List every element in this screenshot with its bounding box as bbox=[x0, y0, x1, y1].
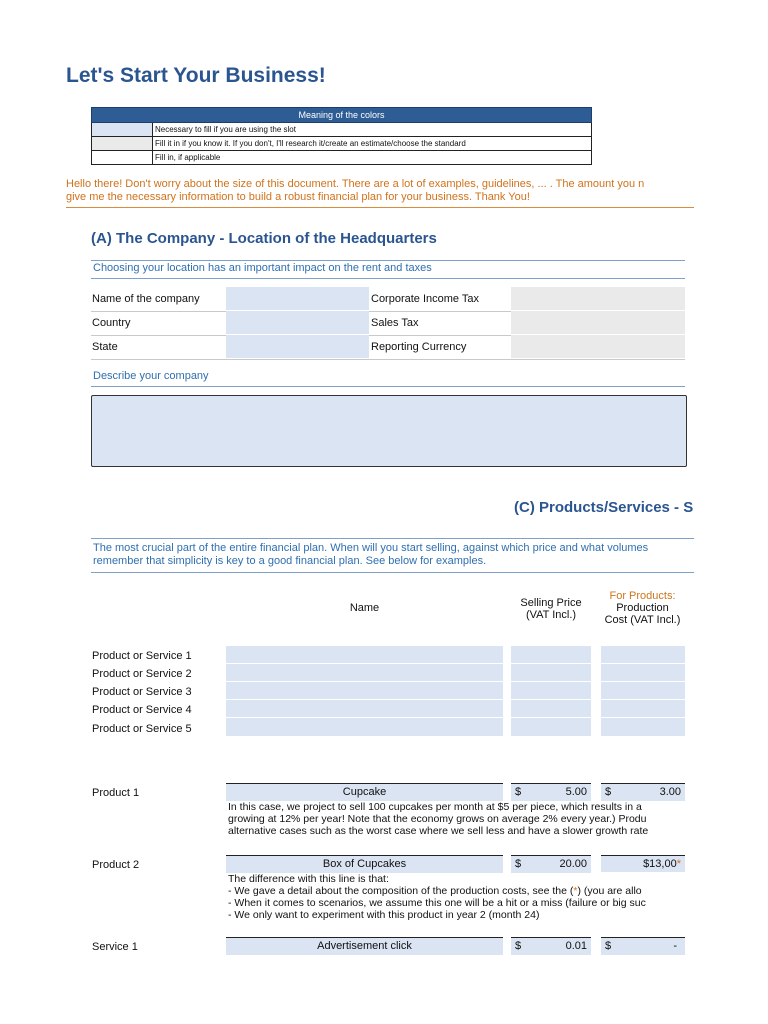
legend-text: Fill in, if applicable bbox=[155, 153, 221, 162]
color-legend bbox=[91, 107, 592, 165]
description-line: alternative cases such as the worst case where we sell less and have a slower growth rate bbox=[228, 825, 649, 837]
country-input[interactable] bbox=[226, 311, 369, 335]
product-name-input[interactable] bbox=[226, 718, 503, 737]
sales-tax-input[interactable] bbox=[511, 311, 685, 334]
description-line: - We only want to experiment with this product in year 2 (month 24) bbox=[228, 909, 540, 921]
section-c-note: The most crucial part of the entire financial plan. When will you start selling, against which price and what volumes bbox=[93, 542, 649, 554]
sales-tax-label: Sales Tax bbox=[371, 317, 419, 329]
page-title: Let's Start Your Business! bbox=[66, 64, 326, 87]
example-description bbox=[228, 873, 694, 921]
product-name-input[interactable] bbox=[226, 646, 503, 664]
currency-symbol: $ bbox=[515, 940, 522, 952]
corporate-tax-input[interactable] bbox=[511, 287, 685, 310]
description-line: In this case, we project to sell 100 cupcakes per month at $5 per piece, which results in a bbox=[228, 801, 642, 813]
divider bbox=[91, 386, 685, 387]
divider bbox=[91, 359, 685, 360]
currency-symbol: $ bbox=[605, 786, 612, 798]
product-name-input[interactable] bbox=[226, 664, 503, 682]
col-price-line: Selling Price bbox=[520, 597, 582, 609]
legend-swatch-white bbox=[92, 151, 153, 164]
product-price-input[interactable] bbox=[511, 700, 591, 718]
example-description bbox=[228, 801, 694, 837]
company-description-input[interactable] bbox=[91, 395, 687, 467]
product-row-label: Product or Service 5 bbox=[92, 723, 192, 735]
description-line: growing at 12% per year! Note that the economy grows on average 2% every year.) Produ bbox=[228, 813, 647, 825]
col-cost-line: Cost (VAT Incl.) bbox=[604, 614, 681, 626]
col-price-line: (VAT Incl.) bbox=[525, 609, 577, 621]
legend-row bbox=[91, 137, 592, 151]
product-row-label: Product or Service 1 bbox=[92, 650, 192, 662]
description-text: - We gave a detail about the composition of the production costs, see the ( bbox=[228, 885, 574, 897]
example-name-cell: Advertisement click bbox=[226, 937, 503, 955]
example-cost-cell bbox=[601, 783, 685, 801]
example-label: Product 1 bbox=[92, 787, 140, 799]
legend-text: Fill it in if you know it. If you don't, I'll research it/create an estimate/choose the standard bbox=[155, 139, 466, 148]
description-text: ) (you are allo bbox=[577, 885, 642, 897]
example-cost-cell bbox=[601, 937, 685, 955]
product-name-input[interactable] bbox=[226, 682, 503, 700]
product-cost-input[interactable] bbox=[601, 682, 685, 700]
intro-line: give me the necessary information to build a robust financial plan for your business. Thank You! bbox=[66, 191, 530, 203]
price-value: 5.00 bbox=[565, 786, 587, 798]
description-footnote-mark: * bbox=[573, 885, 578, 897]
section-c-heading: (C) Products/Services - S bbox=[514, 499, 694, 516]
divider bbox=[66, 207, 694, 208]
col-cost-line: Production bbox=[616, 602, 669, 614]
cost-value: 3.00 bbox=[659, 786, 681, 798]
example-price-cell bbox=[511, 783, 591, 801]
legend-row bbox=[91, 151, 592, 165]
example-name-cell: Cupcake bbox=[226, 783, 503, 801]
currency-symbol: $ bbox=[605, 940, 612, 952]
product-row-label: Product or Service 2 bbox=[92, 668, 192, 680]
example-label: Service 1 bbox=[92, 941, 138, 953]
example-label: Product 2 bbox=[92, 859, 140, 871]
currency-symbol: $ bbox=[515, 786, 522, 798]
description-line: The difference with this line is that: bbox=[228, 873, 389, 885]
col-cost-header bbox=[600, 590, 685, 626]
company-name-input[interactable] bbox=[226, 287, 369, 311]
corporate-tax-label: Corporate Income Tax bbox=[371, 293, 480, 305]
intro-line: Hello there! Don't worry about the size of this document. There are a lot of examples, guidelines, ... . The amount you n bbox=[66, 178, 645, 190]
description-line bbox=[228, 885, 694, 897]
divider bbox=[91, 572, 694, 573]
legend-text: Necessary to fill if you are using the slot bbox=[155, 125, 296, 134]
state-input[interactable] bbox=[226, 335, 369, 359]
reporting-currency-input[interactable] bbox=[511, 335, 685, 358]
intro-message bbox=[66, 178, 694, 204]
legend-row bbox=[91, 123, 592, 137]
product-name-input[interactable] bbox=[226, 700, 503, 718]
example-cost-cell bbox=[601, 855, 685, 872]
section-a-note: Choosing your location has an important impact on the rent and taxes bbox=[93, 262, 432, 274]
price-value: 0.01 bbox=[565, 940, 587, 952]
product-cost-input[interactable] bbox=[601, 664, 685, 682]
product-row-label: Product or Service 3 bbox=[92, 686, 192, 698]
state-label: State bbox=[92, 341, 118, 353]
currency-symbol: $ bbox=[515, 858, 522, 870]
legend-swatch-gray bbox=[92, 137, 153, 150]
product-cost-input[interactable] bbox=[601, 646, 685, 664]
col-cost-note: For Products: bbox=[609, 590, 676, 602]
product-row-label: Product or Service 4 bbox=[92, 704, 192, 716]
legend-header: Meaning of the colors bbox=[91, 107, 592, 123]
cost-value: $13,00 bbox=[643, 858, 677, 870]
legend-swatch-blue bbox=[92, 123, 153, 136]
describe-company-label: Describe your company bbox=[93, 370, 209, 382]
product-price-input[interactable] bbox=[511, 664, 591, 682]
cost-value: - bbox=[673, 940, 677, 952]
section-a-heading: (A) The Company - Location of the Headquarters bbox=[91, 230, 437, 247]
description-line: - When it comes to scenarios, we assume this one will be a hit or a miss (failure or big suc bbox=[228, 897, 646, 909]
example-name-cell: Box of Cupcakes bbox=[226, 855, 503, 873]
col-name-header: Name bbox=[349, 602, 380, 614]
company-name-label: Name of the company bbox=[92, 293, 200, 305]
product-price-input[interactable] bbox=[511, 646, 591, 664]
example-price-cell bbox=[511, 937, 591, 955]
product-price-input[interactable] bbox=[511, 718, 591, 737]
col-price-header bbox=[511, 597, 591, 621]
cost-footnote-mark: * bbox=[676, 858, 681, 870]
divider bbox=[91, 538, 694, 539]
example-price-cell bbox=[511, 855, 591, 873]
divider bbox=[91, 278, 685, 279]
divider bbox=[91, 260, 685, 261]
section-c-note: remember that simplicity is key to a good financial plan. See below for examples. bbox=[93, 555, 487, 567]
reporting-currency-label: Reporting Currency bbox=[371, 341, 467, 353]
country-label: Country bbox=[92, 317, 131, 329]
product-cost-input[interactable] bbox=[601, 718, 685, 737]
product-price-input[interactable] bbox=[511, 682, 591, 700]
price-value: 20.00 bbox=[559, 858, 587, 870]
product-cost-input[interactable] bbox=[601, 700, 685, 718]
